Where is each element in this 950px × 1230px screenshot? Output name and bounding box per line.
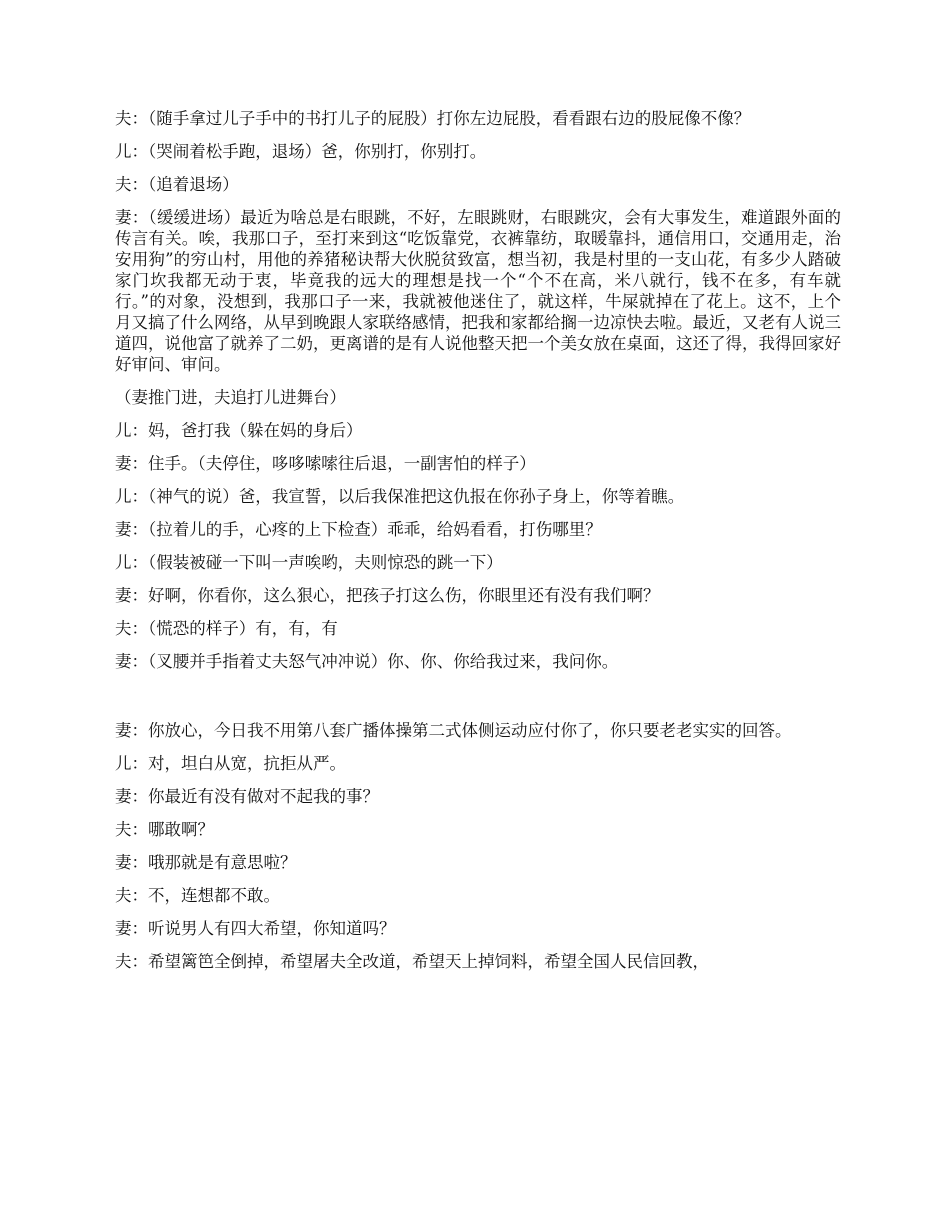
- script-line: 夫：（随手拿过儿子手中的书打儿子的屁股）打你左边屁股，看看跟右边的股屁像不像？: [115, 109, 751, 128]
- script-line: 妻：住手。（夫停住，哆哆嗦嗦往后退，一副害怕的样子）: [115, 454, 536, 473]
- stage-direction: （妻推门进，夫追打儿进舞台）: [115, 388, 346, 407]
- section-gap: [115, 684, 841, 720]
- script-line: 夫：哪敢啊？: [115, 820, 214, 839]
- document-page: [115, 108, 841, 984]
- script-line: 妻：（叉腰并手指着丈夫怒气冲冲说）你、你、你给我过来，我问你。: [115, 652, 619, 671]
- script-line: 妻：听说男人有四大希望，你知道吗？: [115, 919, 396, 938]
- script-line: 夫：希望篱笆全倒掉，希望屠夫全改道，希望天上掉饲料，希望全国人民信回教，: [115, 952, 709, 971]
- script-paragraph: 妻：（缓缓进场）最近为啥总是右眼跳，不好，左眼跳财，右眼跳灾，会有大事发生，难道跟外面的传言有关。唉，我那口子，至打来到这“吃饭靠党，衣裤靠纺，取暖靠抖，通信用口，交通用走，治安用狗”的穷山村，用他的养猪秘诀帮大伙脱贫致富，想当初，我是村里的一支山花，有多少人踏破家门坎我都无动于衷，毕竟我的远大的理想是找一个“个不在高，米八就行，钱不在多，有车就行。”的对象，没想到，我那口子一来，我就被他迷住了，就这样，牛屎就掉在了花上。这不，上个月又搞了什么网络，从早到晚跟人家联络感情，把我和家都给搁一边凉快去啦。最近，又老有人说三道四，说他富了就养了二奶，更离谱的是有人说他整天把一个美女放在桌面，这还了得，我得回家好好审问、审问。: [115, 208, 841, 374]
- script-line: 儿：（假装被碰一下叫一声唉哟，夫则惊恐的跳一下）: [115, 553, 503, 572]
- script-line: 儿：（哭闹着松手跑，退场）爸，你别打，你别打。: [115, 142, 487, 161]
- script-line: 夫：（慌恐的样子）有，有，有: [115, 619, 338, 638]
- script-line: 儿：对，坦白从宽，抗拒从严。: [115, 754, 346, 773]
- script-line: 夫：不，连想都不敢。: [115, 886, 280, 905]
- script-line: 妻：好啊，你看你，这么狠心，把孩子打这么伤，你眼里还有没有我们啊？: [115, 586, 660, 605]
- script-line: 妻：哦那就是有意思啦？: [115, 853, 297, 872]
- script-line: 妻：你最近有没有做对不起我的事？: [115, 787, 379, 806]
- script-line: 夫：（追着退场）: [115, 175, 239, 194]
- script-line: 妻：你放心，今日我不用第八套广播体操第二式体侧运动应付你了，你只要老老实实的回答。: [115, 721, 792, 740]
- script-line: 儿：妈，爸打我（躲在妈的身后）: [115, 421, 363, 440]
- script-line: 儿：（神气的说）爸，我宣誓，以后我保准把这仇报在你孙子身上，你等着瞧。: [115, 487, 685, 506]
- script-line: 妻：（拉着儿的手，心疼的上下检查）乖乖，给妈看看，打伤哪里？: [115, 520, 602, 539]
